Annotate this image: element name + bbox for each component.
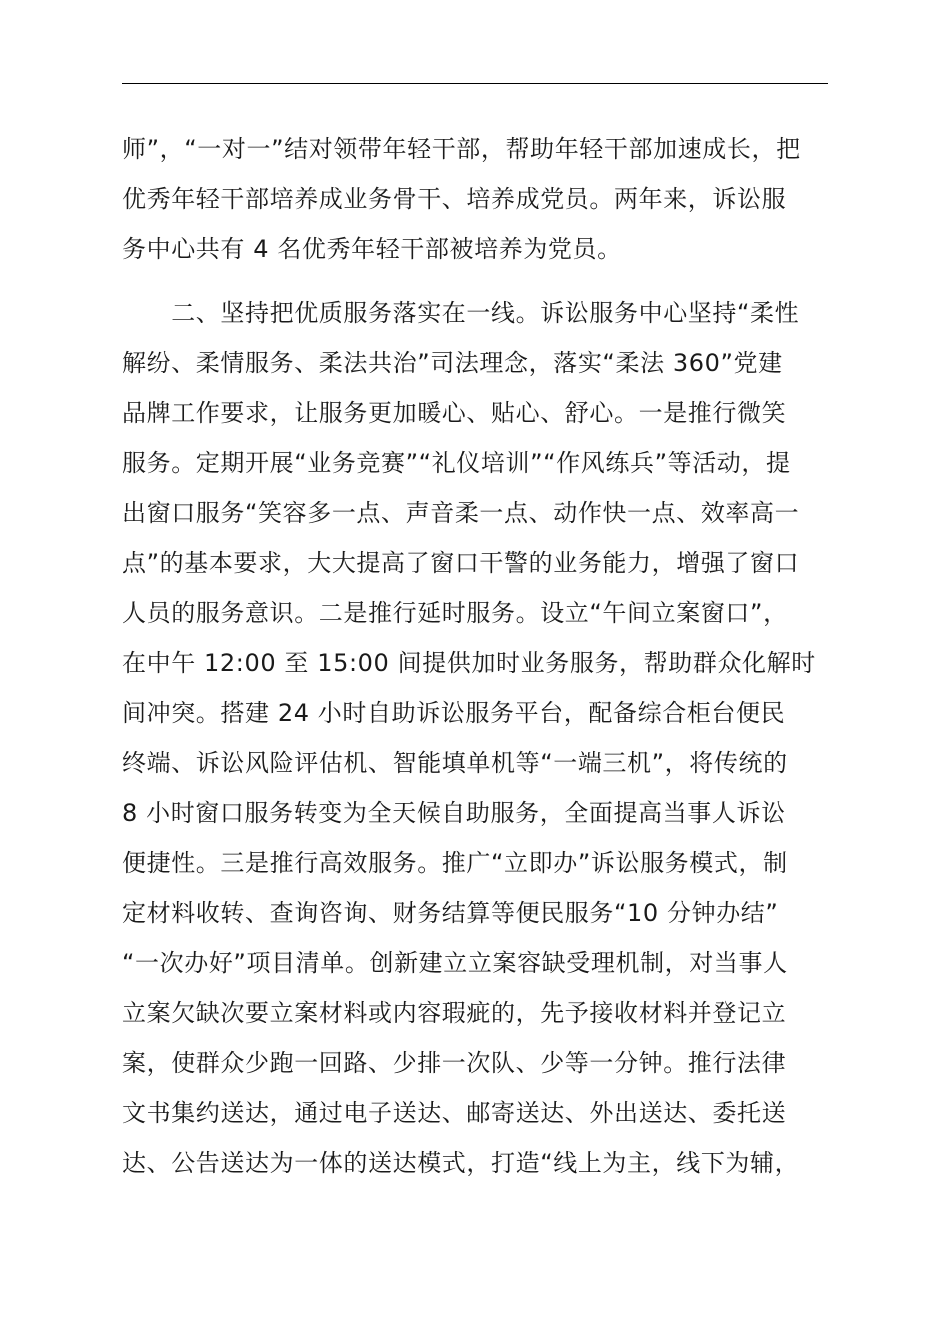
- text-line: 文书集约送达，通过电子送达、邮寄送达、外出送达、委托送: [122, 1099, 787, 1127]
- text-line: 人员的服务意识。二是推行延时服务。设立“午间立案窗口”，: [122, 599, 788, 627]
- text-line: 务中心共有 4 名优秀年轻干部被培养为党员。: [122, 235, 622, 263]
- text-line: 终端、诉讼风险评估机、智能填单机等“一端三机”，将传统的: [122, 749, 788, 777]
- text-line: 优秀年轻干部培养成业务骨干、培养成党员。两年来，诉讼服: [122, 185, 787, 213]
- text-line: 8 小时窗口服务转变为全天候自助服务，全面提高当事人诉讼: [122, 799, 786, 827]
- text-line: 二、坚持把优质服务落实在一线。诉讼服务中心坚持“柔性: [122, 299, 800, 327]
- text-line: 师”，“一对一”结对领带年轻干部，帮助年轻干部加速成长，把: [122, 135, 801, 163]
- text-line: 案，使群众少跑一回路、少排一次队、少等一分钟。推行法律: [122, 1049, 787, 1077]
- text-line: 品牌工作要求，让服务更加暖心、贴心、舒心。一是推行微笑: [122, 399, 787, 427]
- text-line: “一次办好”项目清单。创新建立立案容缺受理机制，对当事人: [122, 949, 788, 977]
- text-line: 点”的基本要求，大大提高了窗口干警的业务能力，增强了窗口: [122, 549, 800, 577]
- text-line: 便捷性。三是推行高效服务。推广“立即办”诉讼服务模式，制: [122, 849, 788, 877]
- text-line: 出窗口服务“笑容多一点、声音柔一点、动作快一点、效率高一: [122, 499, 800, 527]
- text-line: 解纷、柔情服务、柔法共治”司法理念，落实“柔法 360”党建: [122, 349, 783, 377]
- text-line: 在中午 12:00 至 15:00 间提供加时业务服务，帮助群众化解时: [122, 649, 816, 677]
- header-rule: [122, 83, 828, 84]
- text-line: 定材料收转、查询咨询、财务结算等便民服务“10 分钟办结”: [122, 899, 779, 927]
- text-line: 服务。定期开展“业务竞赛”“礼仪培训”“作风练兵”等活动，提: [122, 449, 791, 477]
- text-line: 达、公告送达为一体的送达模式，打造“线上为主，线下为辅，: [122, 1149, 800, 1177]
- text-line: 立案欠缺次要立案材料或内容瑕疵的，先予接收材料并登记立: [122, 999, 787, 1027]
- text-line: 间冲突。搭建 24 小时自助诉讼服务平台，配备综合柜台便民: [122, 699, 786, 727]
